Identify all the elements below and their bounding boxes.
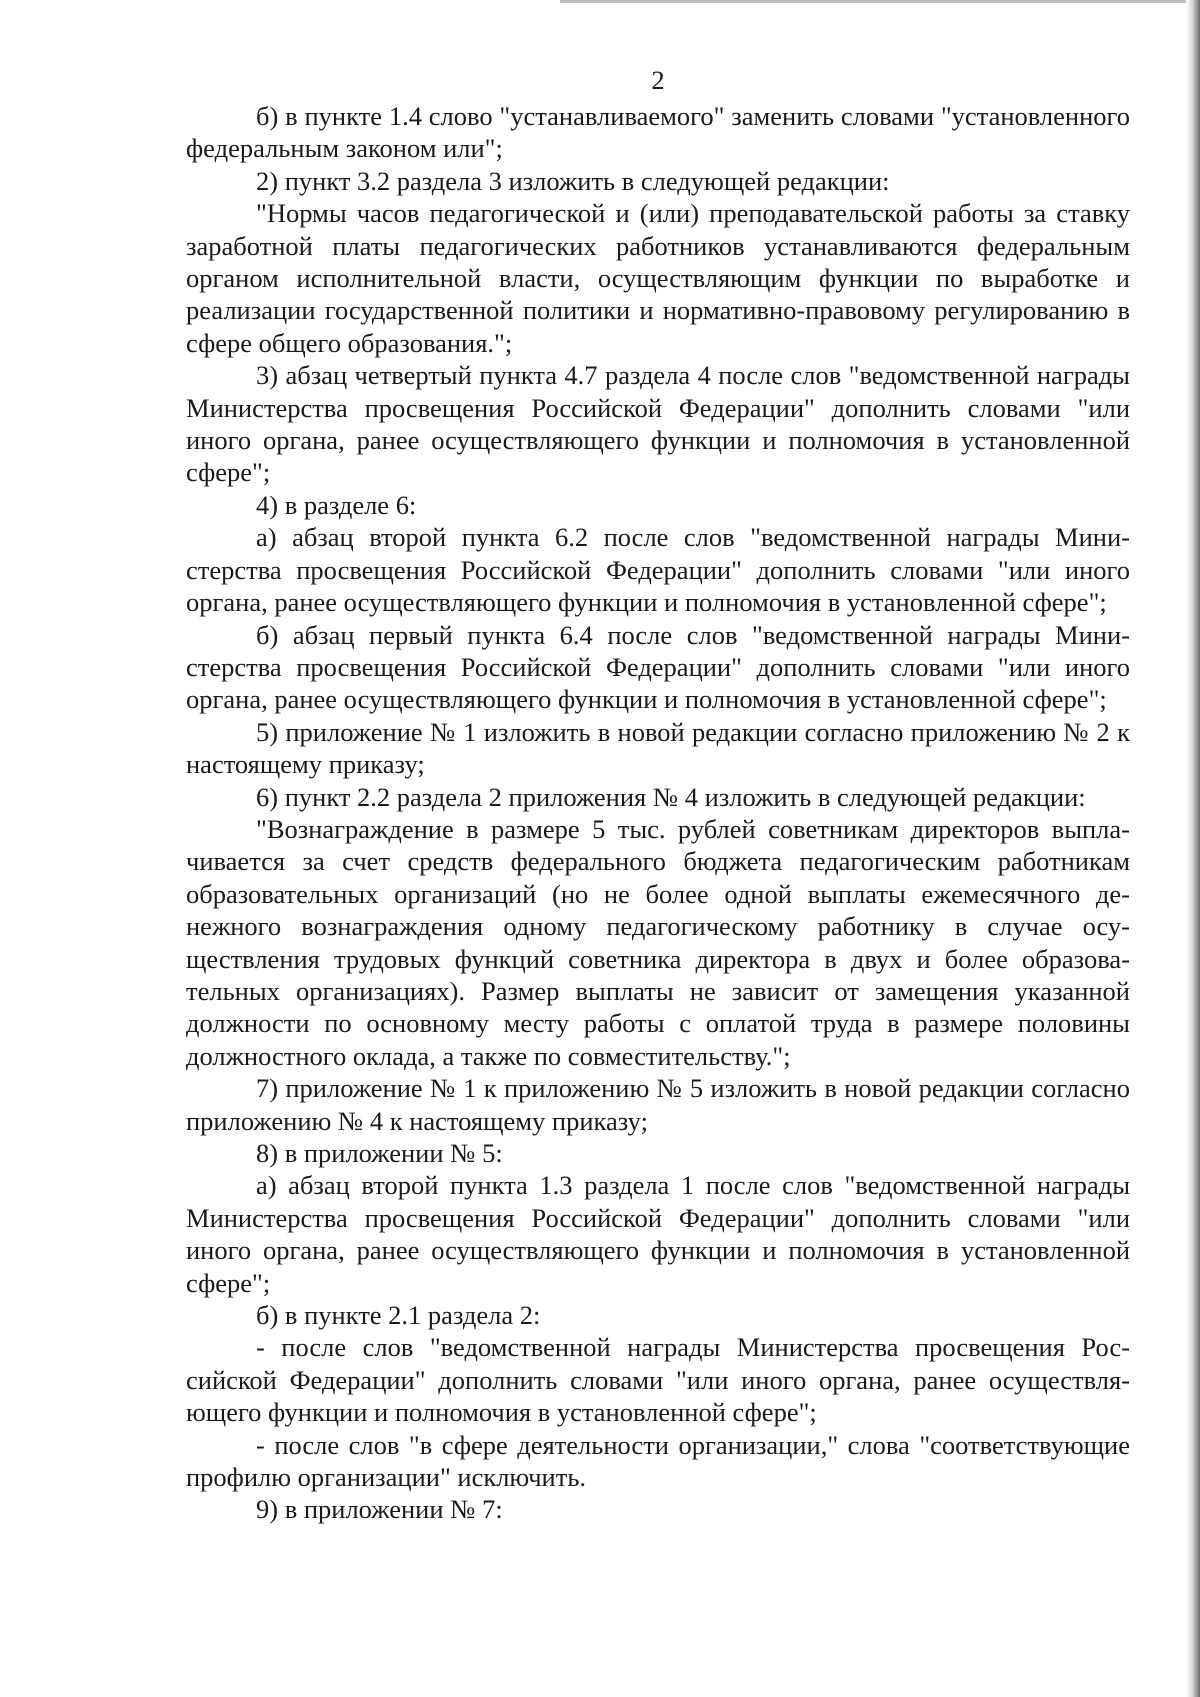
scan-edge-shadow [1186,0,1200,1697]
paragraph-6-point-2-2: 6) пункт 2.2 раздела 2 приложения № 4 изложить в следующей редакции: [256,781,1086,812]
paragraph-dash-award: - после слов "ведомственной награды Министерства просвещения Российской Федерации" дополнить словами "или иного органа, ранее осуществляющего функции и полномочия в установленной сфере"; [186,1332,1130,1428]
scan-edge-top [560,0,1200,3]
paragraph-dash-activity: - после слов "в сфере деятельности организации," слова "соответствующие профилю организации" исключить. [186,1429,1130,1493]
paragraph-2-point-3-2: 2) пункт 3.2 раздела 3 изложить в следующей редакции: [256,165,890,196]
paragraph-1b-point-1-4: б) в пункте 1.4 слово "устанавливаемого" заменить словами "установленного федеральным законом или"; [186,101,1130,164]
paragraph-4a-point-6-2: а) абзац второй пункта 6.2 после слов "ведомственной награды Министерства просвещения Российской Федерации" дополнить словами "или иного органа, ранее осуществляющего функции и полномочия в установленной сфере"; [186,522,1130,618]
paragraph-reward-quote: "Вознаграждение в размере 5 тыс. рублей советникам директоров выплачивается за счет средств федерального бюджета педагогическим работникам образовательных организаций (но не более одной выплаты ежемесячного денежного вознаграждения одному педагогическому работнику в случае осуществления трудовых функций советника директора в двух и более образовательных организациях). Размер выплаты не зависит от замещения указанной должности по основному месту работы с оплатой труда в размере половины должностного оклада, а также по совместительству."; [186,813,1130,1071]
paragraph-9-appendix-7: 9) в приложении № 7: [256,1494,503,1525]
paragraph-5-appendix-1: 5) приложение № 1 изложить в новой редакции согласно приложению № 2 к настоящему приказу; [186,716,1130,780]
paragraph-8b-point-2-1: б) в пункте 2.1 раздела 2: [256,1300,541,1331]
paragraph-norms-quote: "Нормы часов педагогической и (или) преподавательской работы за ставку заработной платы педагогических работников устанавливаются федеральным органом исполнительной власти, осуществляющим функции по выработке и реализации государственной политики и нормативно-правовому регулированию в сфере общего образования."; [186,198,1130,358]
paragraph-8-appendix-5: 8) в приложении № 5: [256,1138,503,1168]
paragraph-4-section-6: 4) в разделе 6: [256,489,417,520]
paragraph-7-appendix-5: 7) приложение № 1 к приложению № 5 изложить в новой редакции согласно приложению № 4 к настоящему приказу; [186,1073,1130,1136]
page-number: 2 [651,65,665,95]
paragraph-4b-point-6-4: б) абзац первый пункта 6.4 после слов "ведомственной награды Министерства просвещения Российской Федерации" дополнить словами "или иного органа, ранее осуществляющего функции и полномочия в установленной сфере"; [186,619,1130,715]
document-page [186,62,1130,1526]
paragraph-8a-point-1-3: а) абзац второй пункта 1.3 раздела 1 после слов "ведомственной награды Министерства просвещения Российской Федерации" дополнить словами "или иного органа, ранее осуществляющего функции и полномочия в установленной сфере"; [186,1170,1130,1298]
paragraph-3-point-4-7: 3) абзац четвертый пункта 4.7 раздела 4 после слов "ведомственной награды Министерства просвещения Российской Федерации" дополнить словами "или иного органа, ранее осуществляющего функции и полномочия в установленной сфере"; [186,360,1130,488]
